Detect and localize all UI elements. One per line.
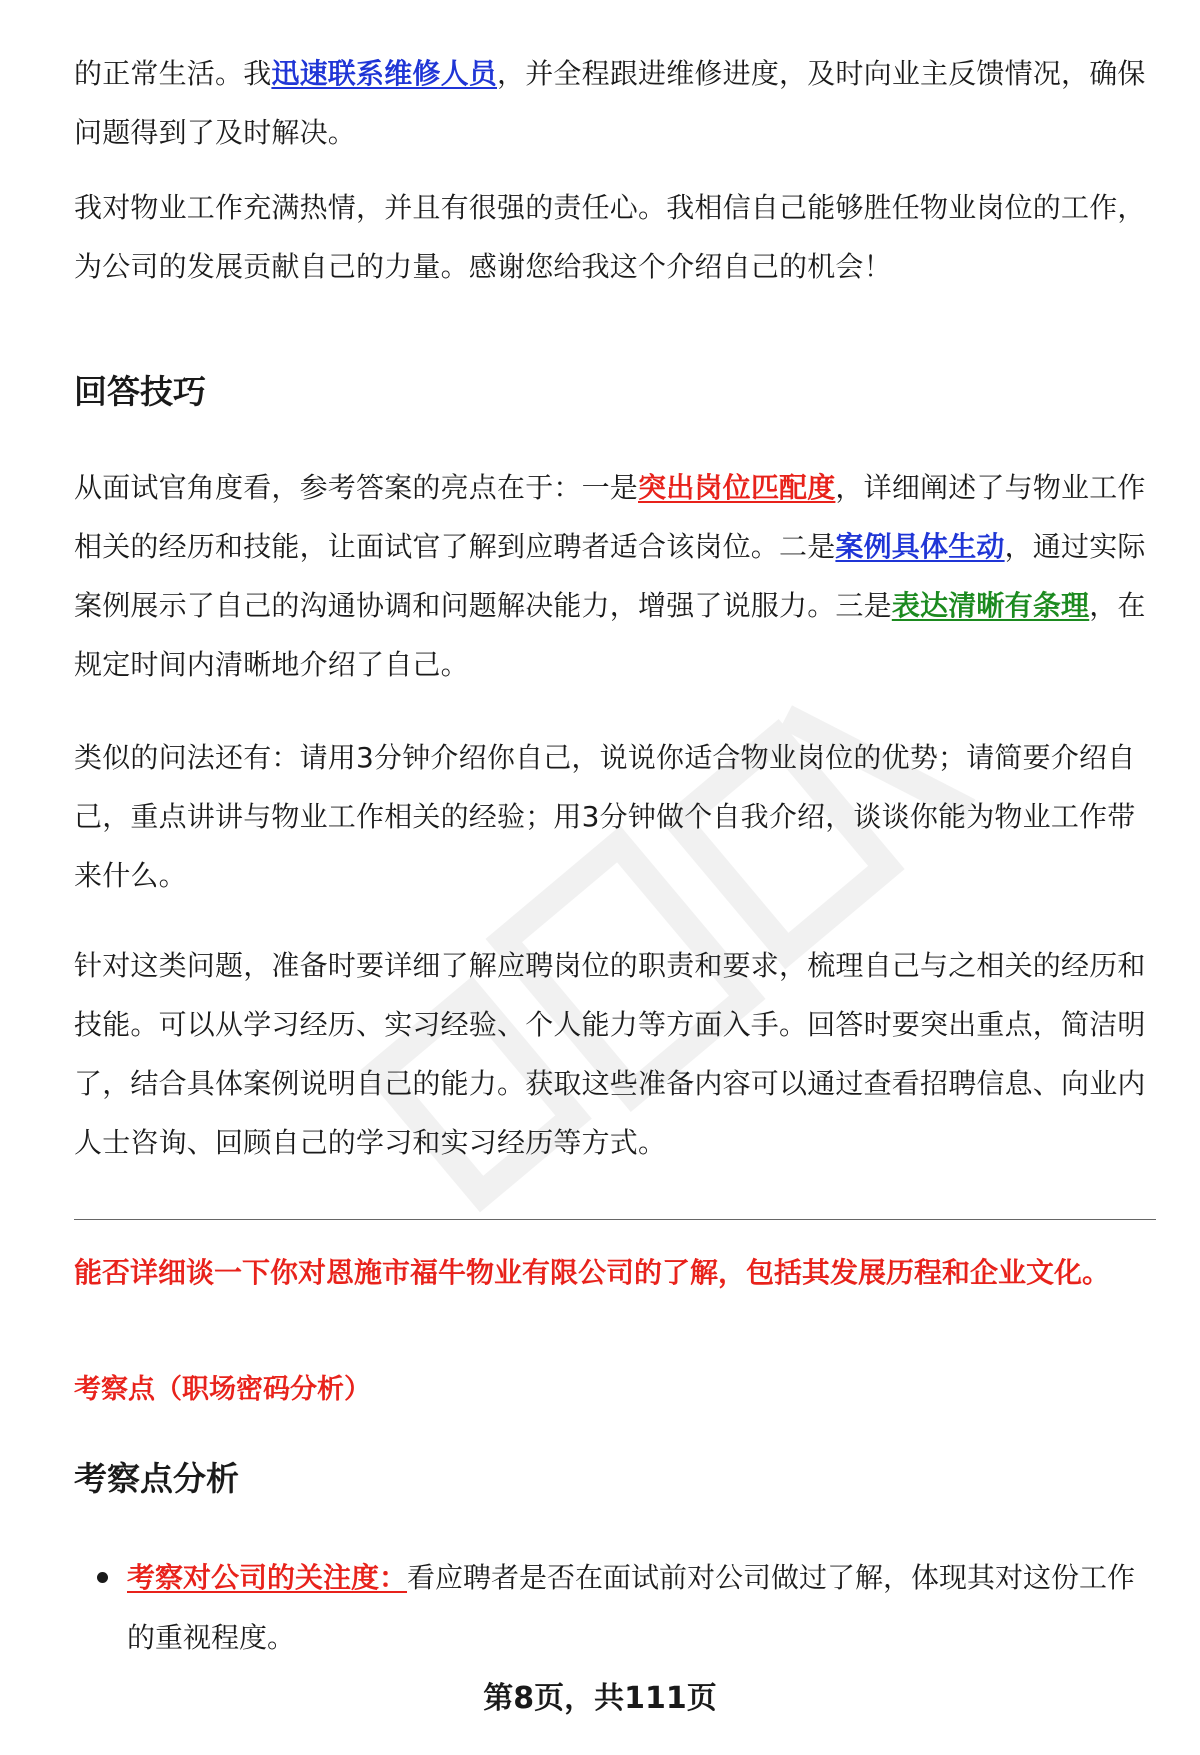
bullet-item [127,1548,1157,1668]
section-divider [74,1219,1156,1220]
section-heading-tips: 回答技巧 [74,372,206,411]
section-heading-analysis: 考察点分析 [74,1459,239,1498]
intro-paragraph-2: 我对物业工作充满热情，并且有很强的责任心。我相信自己能够胜任物业岗位的工作，为公司的发展贡献自己的力量。感谢您给我这个介绍自己的机会！ [74,191,1146,283]
tips-text: ，详细阐述了与物业工作相关的经历和技能，让面试官了解到应聘者适合该岗位。二是 [74,471,1146,563]
highlight-vivid-case: 案例具体生动 [835,530,1005,563]
tips-paragraph-3: 针对这类问题，准备时要详细了解应聘岗位的职责和要求，梳理自己与之相关的经历和技能。可以从学习经历、实习经验、个人能力等方面入手。回答时要突出重点，简洁明了，结合具体案例说明自己的能力。获取这些准备内容可以通过查看招聘信息、向业内人士咨询、回顾自己的学习和实习经历等方式。 [74,949,1146,1159]
bullet-body: 看应聘者是否在面试前对公司做过了解，体现其对这份工作的重视程度。 [127,1561,1136,1654]
intro-paragraph-1 [74,44,1154,162]
intro-text: 的正常生活。我 [74,57,272,90]
bullet-icon [97,1572,108,1583]
tips-paragraph-2: 类似的问法还有：请用3分钟介绍你自己，说说你适合物业岗位的优势；请简要介绍自己，重点讲讲与物业工作相关的经验；用3分钟做个自我介绍，谈谈你能为物业工作带来什么。 [74,741,1136,892]
highlight-contact-repair: 迅速联系维修人员 [271,57,498,90]
question-subtitle: 考察点（职场密码分析） [74,1374,371,1405]
tips-text: ，通过实际案例展示了自己的沟通协调和问题解决能力，增强了说服力。三是 [74,530,1146,622]
tips-text: ，在规定时间内清晰地介绍了自己。 [74,589,1146,681]
page-number: 第8页，共111页 [483,1681,717,1716]
intro-text: ，并全程跟进维修进度，及时向业主反馈情况，确保问题得到了及时解决。 [74,57,1146,149]
highlight-clear-expression: 表达清晰有条理 [891,589,1090,622]
tips-paragraph-1 [74,458,1154,694]
highlight-job-match: 突出岗位匹配度 [638,471,836,504]
bullet-lead: 考察对公司的关注度： [127,1561,408,1594]
tips-text: 从面试官角度看，参考答案的亮点在于：一是 [74,471,639,504]
interview-question: 能否详细谈一下你对恩施市福牛物业有限公司的了解，包括其发展历程和企业文化。 [74,1256,1111,1289]
